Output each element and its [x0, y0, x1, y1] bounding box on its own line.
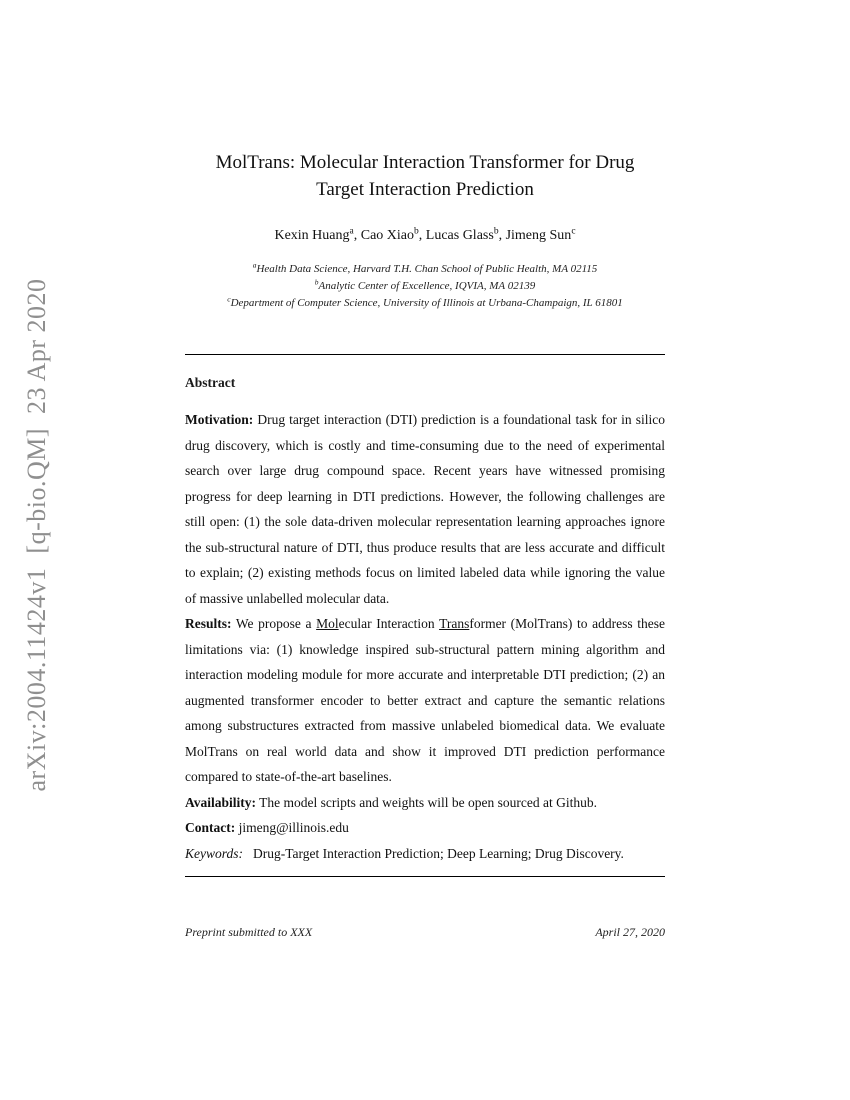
abstract-heading: Abstract — [185, 375, 236, 391]
affiliation — [185, 295, 665, 312]
abstract-contact-paragraph — [185, 815, 665, 841]
author-line — [185, 228, 665, 244]
abstract-bottom-rule — [185, 876, 665, 877]
affiliation — [185, 278, 665, 295]
page-footer — [185, 925, 665, 940]
affil-text: Department of Computer Science, University of Illinois at Urbana-Champaign, IL 61801 — [230, 297, 623, 310]
abstract-motivation-paragraph — [185, 407, 665, 611]
abstract-keywords-paragraph — [185, 841, 665, 867]
author-affil-mark: a — [349, 226, 354, 237]
results-text-rest: former (MolTrans) to address these limitations via: (1) knowledge inspired sub-structural pattern mining algorithm and interaction modeling module for more accurate and interpretable DTI prediction; (2) an augmented transformer encoder to better extract and capture the semantic relations among substructures extracted from massive unlabeled biomedical data. We evaluate MolTrans on real world data and show it improved DTI prediction performance compared to state-of-the-art baselines. — [185, 616, 665, 785]
contact-label: Contact: — [185, 820, 236, 836]
arxiv-watermark: arXiv:2004.11424v1 [q-bio.QM] 23 Apr 2020 — [22, 278, 51, 792]
motivation-label: Motivation: — [185, 412, 254, 428]
author-affil-mark: b — [493, 226, 499, 237]
contact-email: jimeng@illinois.edu — [235, 820, 349, 836]
footer-date: April 27, 2020 — [595, 925, 665, 940]
paper-content — [185, 0, 665, 940]
author: Kexin Huang$^a$, — [274, 226, 361, 243]
availability-text: The model scripts and weights will be open sourced at Github. — [256, 794, 597, 810]
author: Cao Xiao$^b$, — [360, 226, 426, 243]
author: Jimeng Sun$^c$ — [505, 226, 576, 243]
title-line-1: MolTrans: Molecular Interaction Transformer for Drug — [215, 152, 635, 173]
author-affil-mark: c — [571, 226, 576, 237]
motivation-text: Drug target interaction (DTI) prediction is a foundational task for in silico drug discovery, which is costly and time-consuming due to the need of experimental search over large drug compound space. Recent years have witnessed promising progress for deep learning in DTI predictions. However, the following challenges are still open: (1) the sole data-driven molecular representation learning approaches ignore the sub-structural nature of DTI, thus produce results that are less accurate and difficult to explain; (2) existing methods focus on limited labeled data while ignoring the value of massive unlabelled molecular data. — [185, 412, 665, 606]
affiliation — [185, 261, 665, 278]
author-affil-mark: b — [414, 226, 419, 237]
title-line-2: Target Interaction Prediction — [316, 178, 534, 200]
keywords-label: Keywords: — [185, 845, 243, 861]
abstract-top-rule — [185, 354, 665, 355]
abstract-body — [185, 407, 665, 866]
paper-title — [185, 150, 665, 204]
affil-mark: a — [252, 260, 257, 270]
affiliations — [185, 261, 665, 312]
author: Lucas Glass$^b$, — [425, 226, 506, 243]
affil-mark: b — [314, 277, 319, 287]
results-trans-underlined: Trans — [439, 616, 470, 632]
affil-mark: c — [227, 294, 231, 304]
abstract-availability-paragraph — [185, 790, 665, 816]
affil-text: Analytic Center of Excellence, IQVIA, MA 02139 — [318, 279, 536, 292]
footer-preprint-note: Preprint submitted to XXX — [185, 925, 313, 940]
availability-label: Availability: — [185, 794, 257, 810]
keywords-text: Drug-Target Interaction Prediction; Deep Learning; Drug Discovery. — [253, 845, 624, 861]
results-text-mid: ecular Interaction — [338, 616, 440, 632]
results-text-pre: We propose a — [231, 616, 317, 632]
affil-text: Health Data Science, Harvard T.H. Chan School of Public Health, MA 02115 — [256, 262, 598, 275]
results-label: Results: — [185, 616, 232, 632]
results-mol-underlined: Mol — [316, 616, 339, 632]
abstract-results-paragraph — [185, 611, 665, 790]
